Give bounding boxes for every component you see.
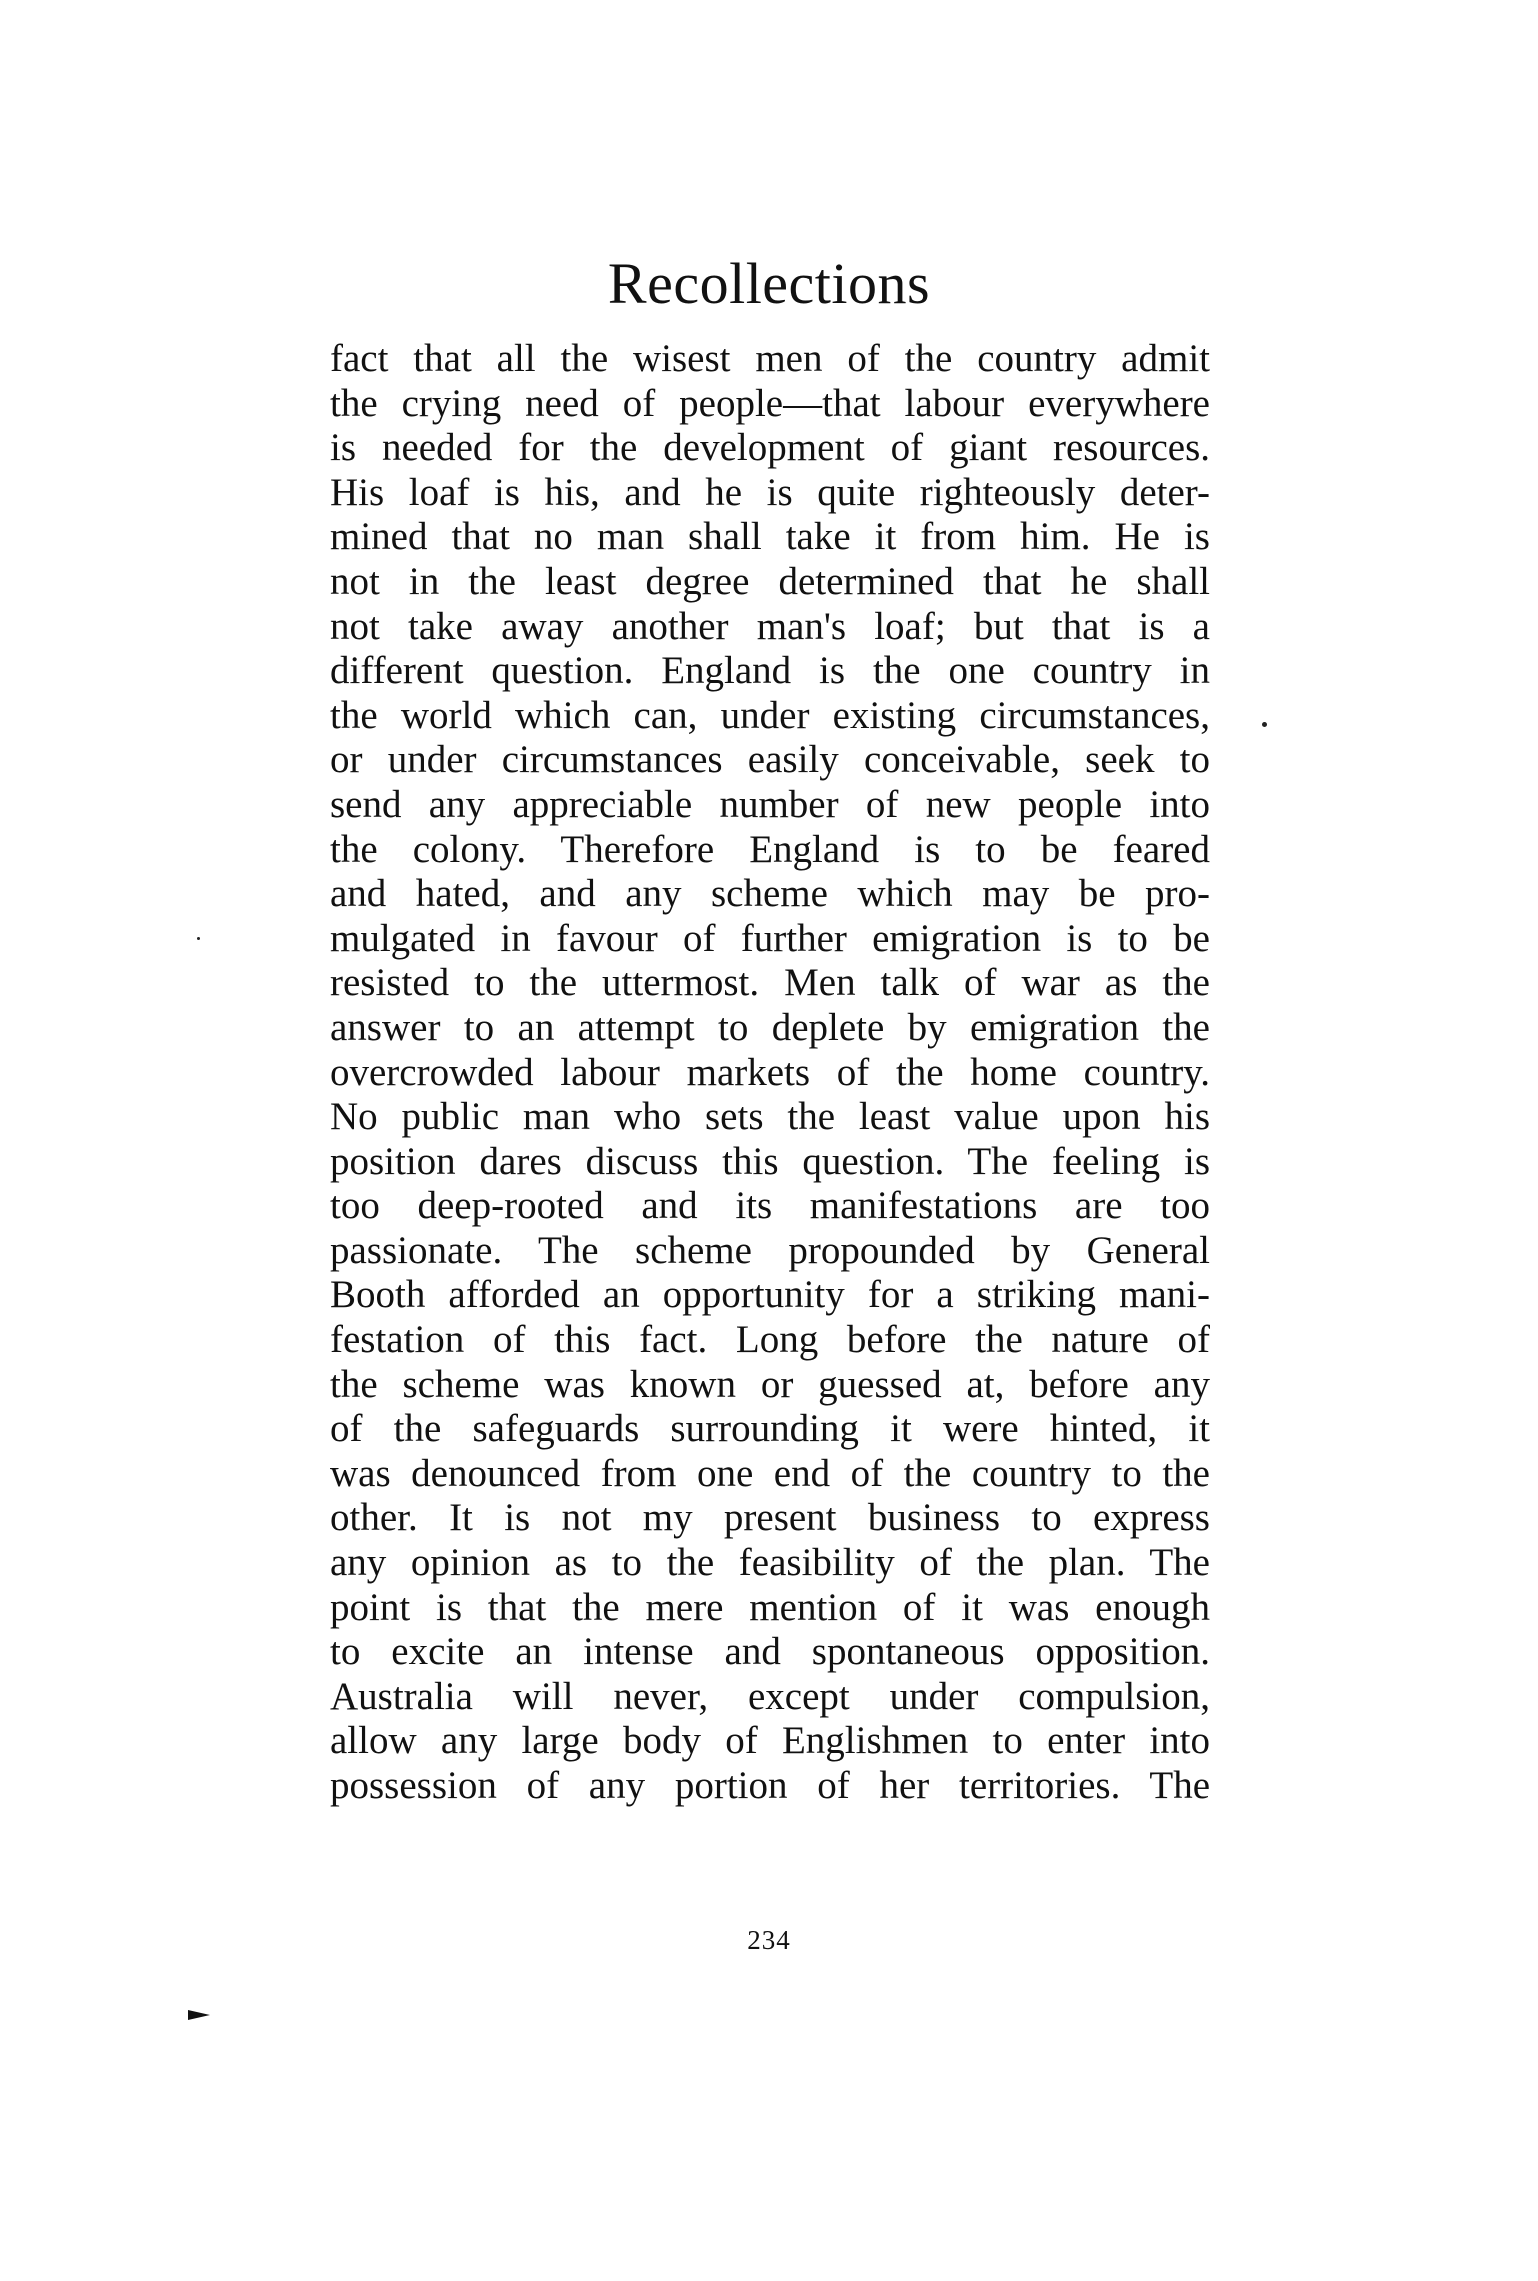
text-line: Booth afforded an opportunity for a striking mani- [330,1273,1210,1317]
text-line: the colony. Therefore England is to be feared [330,827,1210,871]
text-line: answer to an attempt to deplete by emigration the [330,1005,1210,1049]
text-line: the scheme was known or guessed at, before any [330,1362,1210,1406]
text-line: No public man who sets the least value upon his [330,1095,1210,1139]
text-line: allow any large body of Englishmen to enter into [330,1719,1210,1763]
running-head: Recollections [607,251,931,316]
text-line: the crying need of people—that labour everywhere [330,381,1210,425]
text-line: position dares discuss this question. The feeling is [330,1139,1210,1183]
text-line: fact that all the wisest men of the country admit [330,337,1210,380]
text-line: not take away another man's loaf; but that is a [330,604,1210,648]
text-line: His loaf is his, and he is quite righteously deter- [330,470,1210,514]
text-line: mulgated in favour of further emigration is to be [330,916,1210,960]
text-line: too deep-rooted and its manifestations are too [330,1184,1210,1228]
text-line: festation of this fact. Long before the nature of [330,1318,1210,1362]
text-line: resisted to the uttermost. Men talk of war as the [330,961,1210,1005]
body-text [330,337,1210,1809]
ink-speck [197,937,200,940]
text-line: of the safeguards surrounding it were hinted, it [330,1407,1210,1451]
text-line: not in the least degree determined that he shall [330,559,1210,603]
text-line: mined that no man shall take it from him. He is [330,515,1210,559]
text-line: point is that the mere mention of it was enough [330,1585,1210,1629]
text-line: any opinion as to the feasibility of the plan. The [330,1541,1210,1585]
text-line: was denounced from one end of the country to the [330,1451,1210,1495]
text-line: is needed for the development of giant resources. [330,426,1210,470]
text-line: and hated, and any scheme which may be pro- [330,872,1210,916]
ink-speck [1262,722,1267,727]
text-line: to excite an intense and spontaneous opposition. [330,1630,1210,1674]
text-line: the world which can, under existing circumstances, [330,693,1210,737]
text-line: or under circumstances easily conceivable, seek to [330,738,1210,782]
text-line: overcrowded labour markets of the home country. [330,1050,1210,1094]
text-line: Australia will never, except under compulsion, [330,1674,1210,1718]
margin-arrow-mark [188,2010,210,2020]
text-line: other. It is not my present business to express [330,1496,1210,1540]
text-line: different question. England is the one country in [330,649,1210,693]
text-line: passionate. The scheme propounded by General [330,1228,1210,1272]
page-number: 234 [747,1925,791,1955]
text-line: possession of any portion of her territories. The [330,1764,1210,1807]
text-line: send any appreciable number of new people into [330,782,1210,826]
